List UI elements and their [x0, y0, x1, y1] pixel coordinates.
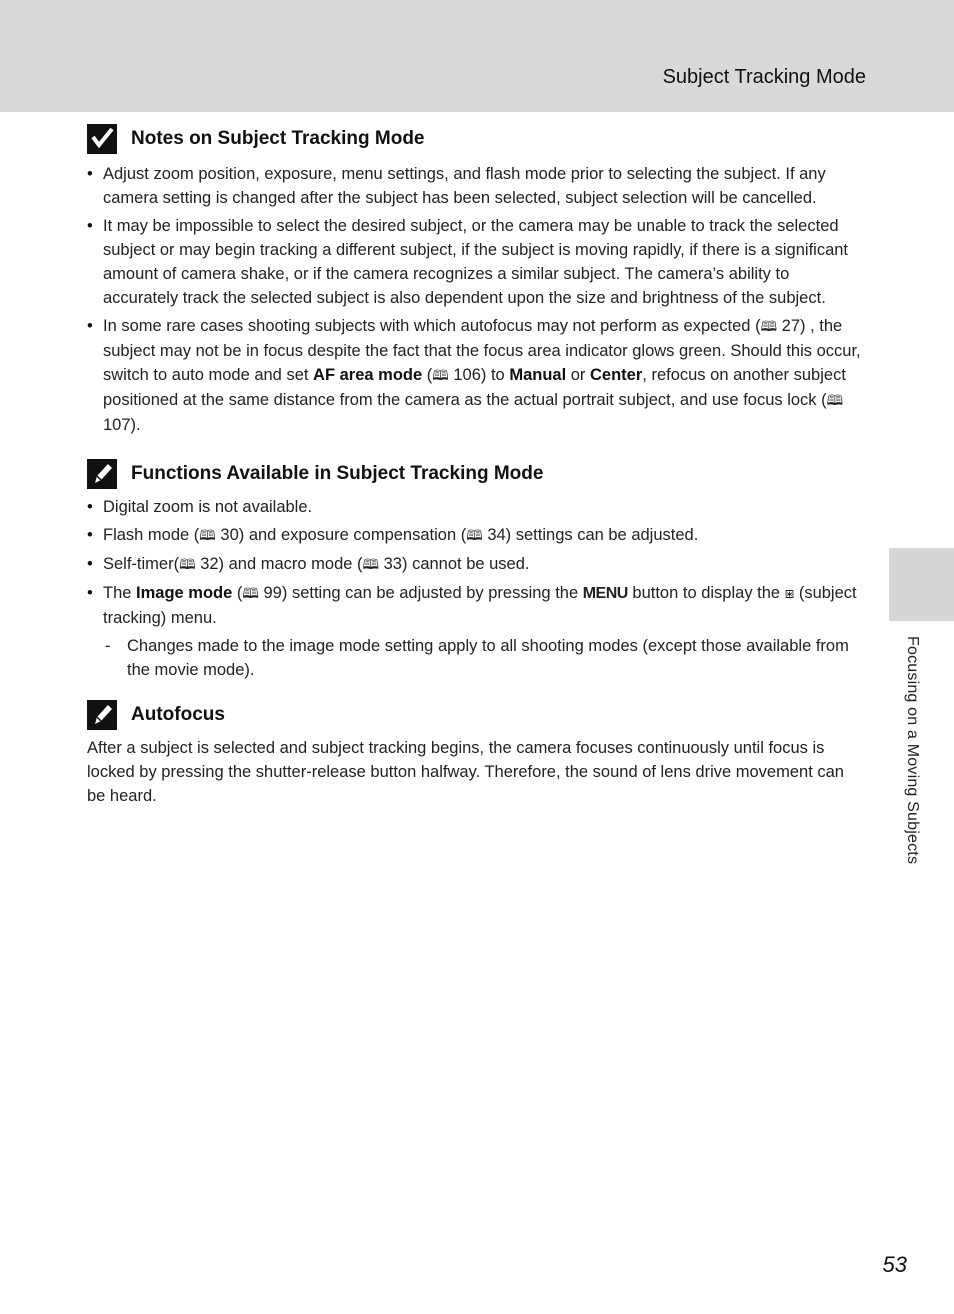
functions-list	[87, 495, 863, 630]
autofocus-section	[87, 698, 863, 808]
list-item: • In some rare cases shooting subjects with which autofocus may not perform as expected (🕮 27) , the subject may not be in focus despite the fact that the focus area indicator glows green. Should this occur, switch to auto mode and set AF area mode (🕮 106) to Manual or Center, refocus on another subject positioned at the same distance from the camera as the actual portrait subject, and use focus lock (🕮 107).	[87, 314, 863, 437]
notes-section	[87, 122, 863, 437]
af-area-mode-label: AF area mode	[313, 366, 423, 384]
side-chapter-tab	[889, 548, 954, 621]
book-reference-icon: 🕮	[242, 586, 259, 602]
page-content	[87, 122, 863, 808]
menu-button-icon: MENU	[582, 585, 628, 602]
list-item: • It may be impossible to select the desired subject, or the camera may be unable to track the selected subject or may begin tracking a different subject, if the subject is moving rapidly, if there is a significant amount of camera shake, or if the camera recognizes a similar subject. The camera’s ability to accurately track the selected subject is also dependent upon the size and brightness of the subject.	[87, 214, 863, 310]
list-item: • The Image mode (🕮 99) setting can be adjusted by pressing the MENU button to display the ⧆ (subject tracking) menu.	[87, 581, 863, 630]
functions-title: Functions Available in Subject Tracking Mode	[131, 463, 544, 484]
autofocus-paragraph: After a subject is selected and subject tracking begins, the camera focuses continuously until focus is locked by pressing the shutter-release button halfway. Therefore, the sound of lens drive movement can be heard.	[87, 739, 844, 805]
book-reference-icon: 🕮	[760, 319, 778, 335]
autofocus-heading	[87, 698, 863, 732]
pencil-note-icon	[87, 459, 117, 489]
book-reference-icon: 🕮	[432, 368, 449, 384]
list-item: • Flash mode (🕮 30) and exposure compensation (🕮 34) settings can be adjusted.	[87, 523, 863, 548]
book-reference-icon: 🕮	[826, 393, 844, 409]
notes-list	[87, 162, 863, 437]
center-label: Center	[590, 366, 643, 384]
list-item: • Digital zoom is not available.	[87, 495, 863, 519]
page-number: 53	[882, 1252, 907, 1277]
list-item: • Adjust zoom position, exposure, menu settings, and flash mode prior to selecting the subject. If any camera setting is changed after the subject has been selected, subject selection will be cancelled.	[87, 162, 863, 210]
manual-label: Manual	[509, 366, 567, 384]
page-header-title: Subject Tracking Mode	[662, 66, 866, 88]
sub-note: - Changes made to the image mode setting apply to all shooting modes (except those available from the movie mode).	[105, 637, 849, 679]
image-mode-label: Image mode	[136, 584, 233, 602]
functions-heading	[87, 457, 863, 491]
side-chapter-label: Focusing on a Moving Subjects	[904, 636, 921, 865]
checkmark-note-icon	[87, 124, 117, 154]
book-reference-icon: 🕮	[179, 557, 196, 573]
book-reference-icon: 🕮	[199, 528, 216, 544]
book-reference-icon: 🕮	[466, 528, 483, 544]
notes-title: Notes on Subject Tracking Mode	[131, 128, 425, 149]
book-reference-icon: 🕮	[362, 557, 380, 573]
list-item: • Self-timer(🕮 32) and macro mode (🕮 33) cannot be used.	[87, 552, 863, 577]
functions-section	[87, 457, 863, 682]
page-header	[0, 0, 954, 112]
pencil-note-icon	[87, 700, 117, 730]
subject-tracking-icon: ⧆	[784, 584, 795, 602]
notes-heading	[87, 122, 863, 156]
autofocus-title: Autofocus	[131, 704, 225, 725]
